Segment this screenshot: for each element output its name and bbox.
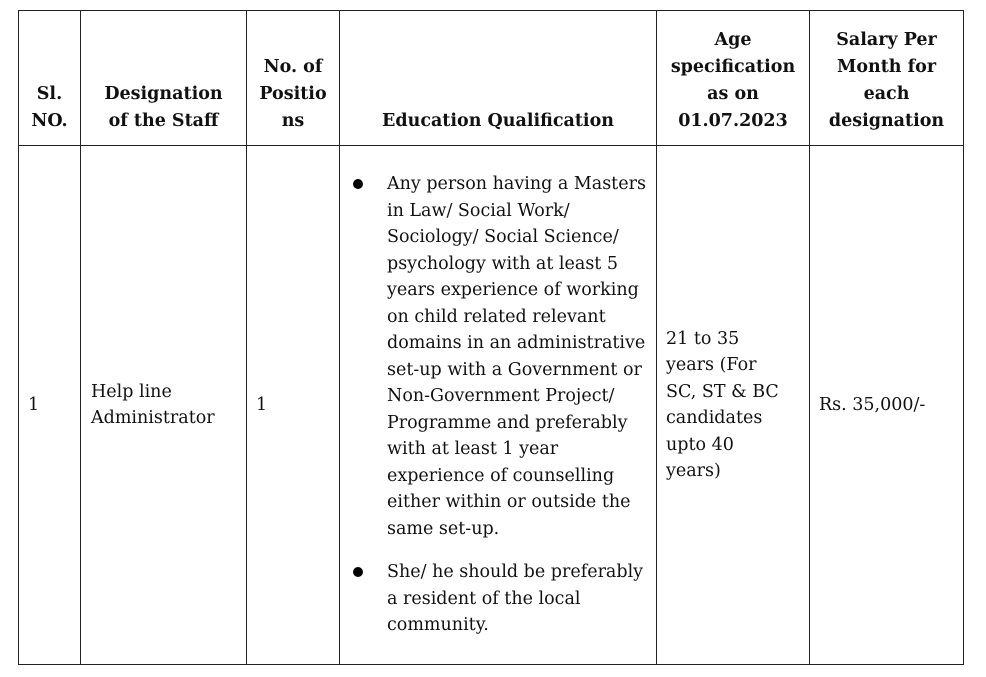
qualification-list (349, 171, 650, 639)
cell-designation: Help line Administrator (81, 146, 247, 665)
qualification-item (349, 559, 650, 639)
header-salary: Salary Per Month for each designation (810, 11, 964, 146)
header-sl-no: Sl. NO. (19, 11, 81, 146)
bullet-icon (353, 179, 363, 189)
qualification-text: She/ he should be preferably a resident of the local community. (387, 562, 644, 636)
header-row (19, 11, 964, 146)
header-age: Age specification as on 01.07.2023 (657, 11, 810, 146)
header-positions: No. of Positio ns (247, 11, 340, 146)
cell-qualification (340, 146, 657, 665)
cell-age: 21 to 35 years (For SC, ST & BC candidates upto 40 years) (657, 146, 810, 665)
qualification-item (349, 171, 650, 542)
table-row (19, 146, 964, 665)
recruitment-table (18, 10, 964, 665)
cell-sl-no: 1 (19, 146, 81, 665)
cell-positions: 1 (247, 146, 340, 665)
cell-salary: Rs. 35,000/- (810, 146, 964, 665)
header-designation: Designation of the Staff (81, 11, 247, 146)
bullet-icon (353, 567, 363, 577)
qualification-text: Any person having a Masters in Law/ Social Work/ Sociology/ Social Science/ psychology with at least 5 years experience of working on child related relevant domains in an administrative set-up with a Government or Non-Government Project/ Programme and preferably with at least 1 year experience of counselling either within or outside the same set-up. (387, 174, 646, 539)
header-qualification: Education Qualification (340, 11, 657, 146)
